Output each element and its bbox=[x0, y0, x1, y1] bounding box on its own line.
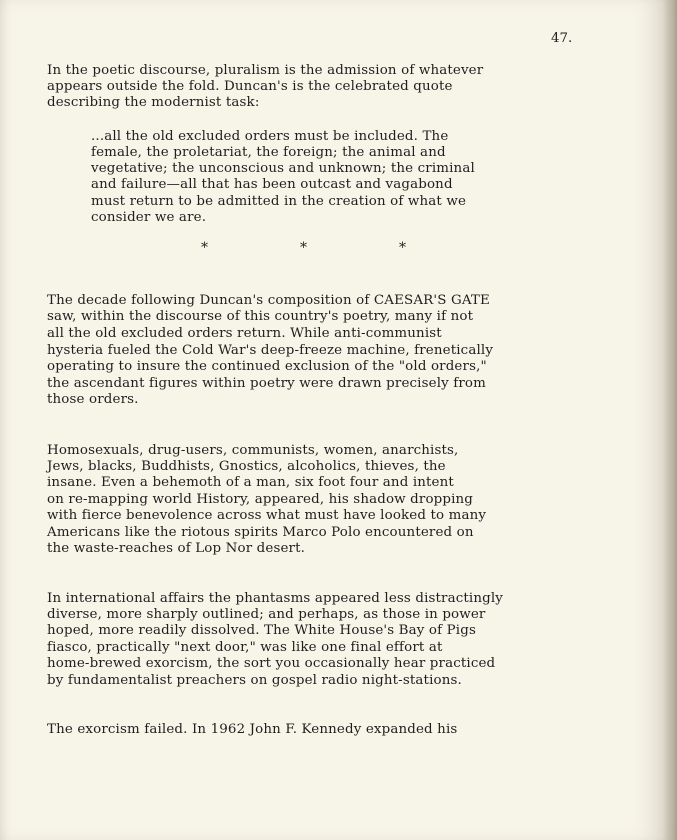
text-line: insane. Even a behemoth of a man, six foot four and intent bbox=[47, 475, 454, 490]
quote-line: and failure—all that has been outcast and vagabond bbox=[91, 177, 453, 192]
text-line: operating to insure the continued exclusion of the "old orders," bbox=[47, 359, 487, 374]
text-line: describing the modernist task: bbox=[47, 95, 260, 110]
page-number: 47. bbox=[551, 31, 573, 46]
text-line: fiasco, practically "next door," was like one final effort at bbox=[47, 640, 443, 655]
text-line: on re-mapping world History, appeared, his shadow dropping bbox=[47, 492, 474, 507]
text-line: appears outside the fold. Duncan's is the celebrated quote bbox=[47, 79, 453, 94]
text-line: In the poetic discourse, pluralism is the admission of whatever bbox=[47, 63, 484, 78]
quote-line: vegetative; the unconscious and unknown; the criminal bbox=[91, 161, 475, 176]
text-line: In international affairs the phantasms appeared less distractingly bbox=[47, 591, 504, 606]
text-line: home-brewed exorcism, the sort you occasionally hear practiced bbox=[47, 656, 496, 671]
quote-line: consider we are. bbox=[91, 210, 207, 225]
quote-line: must return to be admitted in the creation of what we bbox=[91, 194, 467, 209]
text-line: by fundamentalist preachers on gospel radio night-stations. bbox=[47, 673, 462, 688]
text-line: with fierce benevolence across what must have looked to many bbox=[47, 508, 487, 523]
text-line: hoped, more readily dissolved. The White House's Bay of Pigs bbox=[47, 623, 476, 638]
quote-line: female, the proletariat, the foreign; the animal and bbox=[91, 145, 446, 160]
text-line: the waste-reaches of Lop Nor desert. bbox=[47, 541, 306, 556]
text-line: The exorcism failed. In 1962 John F. Kennedy expanded his bbox=[47, 722, 458, 737]
text-line: hysteria fueled the Cold War's deep-freeze machine, frenetically bbox=[47, 343, 494, 358]
text-line: The decade following Duncan's composition of CAESAR'S GATE bbox=[47, 293, 490, 308]
text-line: Americans like the riotous spirits Marco Polo encountered on bbox=[47, 525, 474, 540]
text-line: all the old excluded orders return. While anti-communist bbox=[47, 326, 442, 341]
text-line: the ascendant figures within poetry were drawn precisely from bbox=[47, 376, 486, 391]
text-line: Homosexuals, drug-users, communists, women, anarchists, bbox=[47, 443, 459, 458]
text-line: those orders. bbox=[47, 392, 139, 407]
separator-asterisk: * bbox=[201, 240, 208, 256]
text-line: diverse, more sharply outlined; and perhaps, as those in power bbox=[47, 607, 486, 622]
separator-asterisk: * bbox=[300, 240, 307, 256]
text-line: Jews, blacks, Buddhists, Gnostics, alcoholics, thieves, the bbox=[47, 459, 446, 474]
page-gutter-shadow bbox=[663, 0, 677, 840]
separator-asterisk: * bbox=[399, 240, 406, 256]
quote-line: ...all the old excluded orders must be included. The bbox=[91, 129, 449, 144]
text-line: saw, within the discourse of this country's poetry, many if not bbox=[47, 309, 474, 324]
